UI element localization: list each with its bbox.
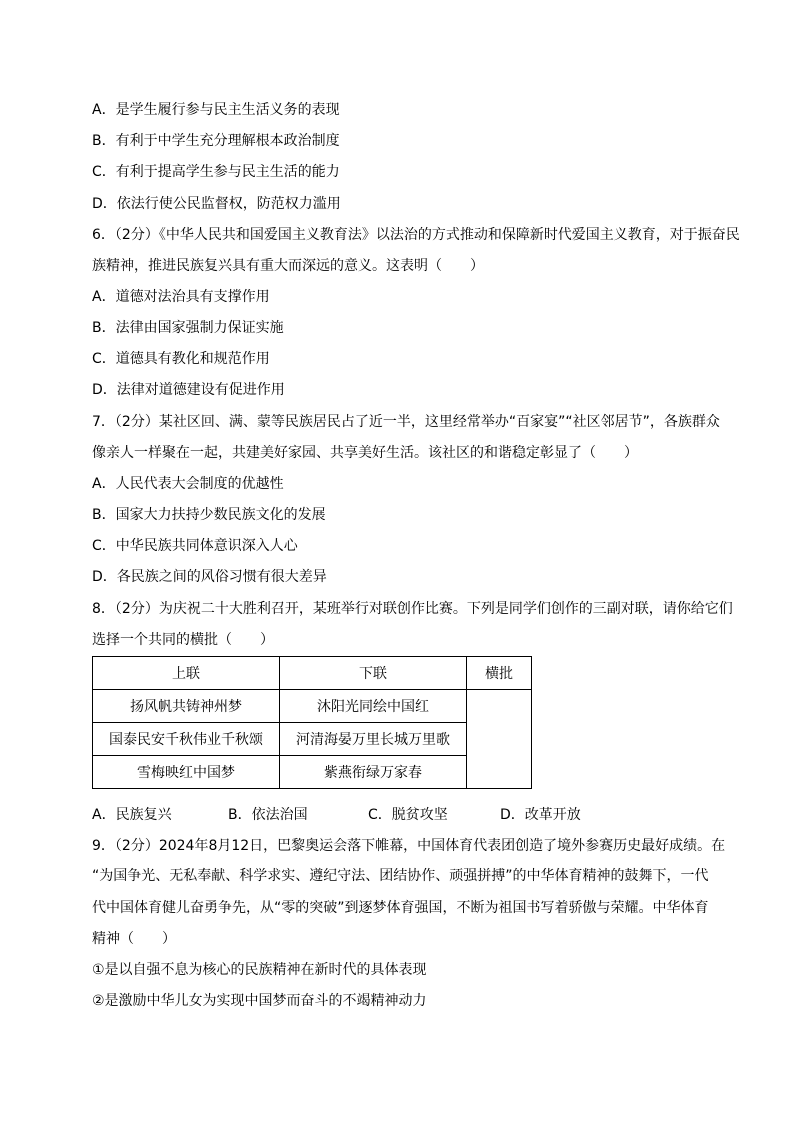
q7-option-a: A．人民代表大会制度的优越性	[92, 476, 284, 492]
q6-stem-line2: 族精神，推进民族复兴具有重大而深远的意义。这表明（ ）	[92, 258, 484, 274]
table-cell: 紫燕衔绿万家春	[280, 756, 467, 789]
q7-option-c: C．中华民族共同体意识深入人心	[92, 538, 298, 554]
q8-option-c: C．脱贫攻坚	[368, 807, 448, 823]
q7-option-d: D．各民族之间的风俗习惯有很大差异	[92, 569, 327, 585]
table-cell: 沐阳光同绘中国红	[280, 690, 467, 723]
q9-stem-line1: 9．（2分）2024年8月12日，巴黎奥运会落下帷幕，中国体育代表团创造了境外参赛历史最好成绩。在	[92, 838, 726, 854]
horizontal-scroll-blank-cell	[467, 690, 532, 789]
table-cell: 扬风帆共铸神州梦	[93, 690, 280, 723]
header-lower-couplet: 下联	[280, 657, 467, 690]
q5-option-b: B．有利于中学生充分理解根本政治制度	[92, 133, 340, 149]
q8-stem-line2: 选择一个共同的横批（ ）	[92, 632, 274, 648]
q9-stem-line2: “为国争光、无私奉献、科学求实、遵纪守法、团结协作、顽强拼搏”的中华体育精神的鼓舞下，一代	[92, 868, 709, 884]
q6-option-c: C．道德具有教化和规范作用	[92, 351, 270, 367]
q6-option-b: B．法律由国家强制力保证实施	[92, 320, 284, 336]
q8-option-b: B．依法治国	[228, 807, 308, 823]
q9-item-2: ②是激励中华儿女为实现中国梦而奋斗的不竭精神动力	[92, 993, 427, 1009]
table-row	[93, 690, 532, 723]
q5-option-c: C．有利于提高学生参与民主生活的能力	[92, 164, 340, 180]
header-horizontal-scroll: 横批	[467, 657, 532, 690]
table-row	[93, 756, 532, 789]
couplet-table	[92, 656, 532, 789]
table-row	[93, 723, 532, 756]
q9-item-1: ①是以自强不息为核心的民族精神在新时代的具体表现	[92, 962, 427, 978]
table-header-row	[93, 657, 532, 690]
q6-stem-line1: 6．（2分）《中华人民共和国爱国主义教育法》以法治的方式推动和保障新时代爱国主义教育，对于振奋民	[92, 227, 740, 243]
q5-option-d: D．依法行使公民监督权，防范权力滥用	[92, 196, 341, 212]
q5-option-a: A．是学生履行参与民主生活义务的表现	[92, 102, 340, 118]
table-cell: 雪梅映红中国梦	[93, 756, 280, 789]
q7-stem-line1: 7．（2分）某社区回、满、蒙等民族居民占了近一半，这里经常举办“百家宴”“社区邻居节”，各族群众	[92, 414, 720, 430]
q7-stem-line2: 像亲人一样聚在一起，共建美好家园、共享美好生活。该社区的和谐稳定彰显了（ ）	[92, 445, 638, 461]
q6-option-a: A．道德对法治具有支撑作用	[92, 289, 270, 305]
q8-option-a: A．民族复兴	[92, 807, 172, 823]
q7-option-b: B．国家大力扶持少数民族文化的发展	[92, 507, 326, 523]
q9-stem-line3: 代中国体育健儿奋勇争先，从“零的突破”到逐梦体育强国，不断为祖国书写着骄傲与荣耀。中华体育	[92, 900, 709, 916]
q8-stem-line1: 8．（2分）为庆祝二十大胜利召开，某班举行对联创作比赛。下列是同学们创作的三副对联，请你给它们	[92, 601, 733, 617]
q8-option-d: D．改革开放	[500, 807, 581, 823]
table-cell: 河清海晏万里长城万里歌	[280, 723, 467, 756]
table-cell: 国泰民安千秋伟业千秋颂	[93, 723, 280, 756]
q9-stem-line4: 精神（ ）	[92, 931, 176, 947]
q6-option-d: D．法律对道德建设有促进作用	[92, 382, 285, 398]
q8-choices	[92, 805, 612, 825]
header-upper-couplet: 上联	[93, 657, 280, 690]
